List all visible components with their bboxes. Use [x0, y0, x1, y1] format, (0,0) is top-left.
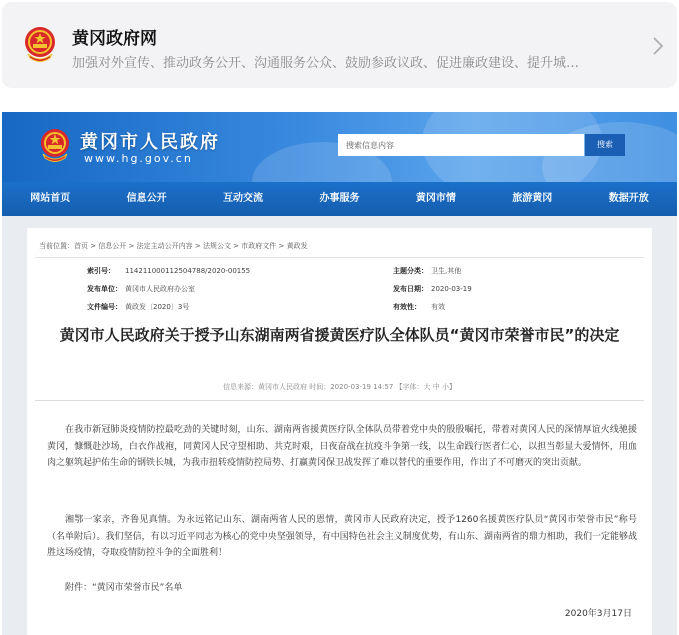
divider: [35, 257, 644, 258]
divider: [35, 400, 644, 401]
meta-topic-value: 卫生,其他: [431, 267, 462, 275]
meta-publisher-value: 黄冈市人民政府办公室: [125, 285, 195, 293]
nav-services[interactable]: 办事服务: [319, 193, 360, 204]
meta-index-label: 索引号：: [87, 267, 115, 275]
account-card[interactable]: [2, 2, 677, 88]
breadcrumb[interactable]: 当前位置：首页 > 信息公开 > 法定主动公开内容 > 法规公文 > 市政府文件 > 黄政发: [39, 242, 308, 250]
meta-publisher: [87, 284, 195, 294]
national-emblem-icon: [22, 24, 58, 64]
meta-publisher-label: 发布单位：: [87, 285, 122, 293]
meta-index: [87, 266, 250, 276]
account-name: 黄冈政府网: [72, 29, 157, 49]
search-input[interactable]: [338, 134, 584, 156]
meta-docno: [87, 302, 189, 312]
source-line: 信息来源：黄冈市人民政府 时间：2020-03-19 14:57 【字体：大 中 小】: [223, 383, 456, 391]
nav-interaction[interactable]: 互动交流: [223, 193, 264, 204]
meta-validity-label: 有效性：: [393, 303, 421, 311]
main-nav: [2, 182, 677, 216]
nav-tourism[interactable]: 旅游黄冈: [512, 193, 553, 204]
site-emblem-icon: [38, 126, 72, 164]
nav-home[interactable]: 网站首页: [30, 193, 71, 204]
paragraph-1: 在我市新冠肺炎疫情防控最吃劲的关键时刻，山东、湖南两省援黄医疗队全体队员带着党中央的殷殷嘱托，带着对黄冈人民的深情厚谊火线驰援黄冈，慷慨赴沙场，白衣作战袍，同黄冈人民守望相助、共克时艰，日夜奋战在抗疫斗争第一线，以生命践行医者仁心，以担当彰显大爱情怀，用血肉之躯筑起护佑生命的钢铁长城，为我市扭转疫情防控局势、打赢黄冈保卫战发挥了难以替代的重要作用，作出了不可磨灭的突出贡献。: [47, 425, 637, 468]
site-title: 黄冈市人民政府: [80, 132, 220, 153]
chevron-right-icon[interactable]: [652, 36, 664, 56]
document-title: 黄冈市人民政府关于授予山东湖南两省援黄医疗队全体队员“黄冈市荣誉市民”的决定: [59, 326, 620, 344]
site-url: www.hg.gov.cn: [84, 152, 193, 165]
article-panel: [27, 228, 652, 635]
content-area: [2, 216, 677, 635]
nav-info-disclosure[interactable]: 信息公开: [126, 193, 167, 204]
meta-index-value: 114211000112504788/2020-00155: [125, 267, 251, 275]
meta-topic: [393, 266, 461, 276]
meta-date-label: 发布日期：: [393, 285, 428, 293]
search-button[interactable]: 搜索: [585, 134, 625, 156]
attachment-line[interactable]: 附件：“黄冈市荣誉市民”名单: [65, 583, 183, 593]
meta-date-value: 2020-03-19: [431, 285, 472, 293]
meta-date: [393, 284, 472, 294]
signoff-date: 2020年3月17日: [564, 609, 632, 619]
site-header: [2, 112, 677, 182]
paragraph-2: 湘鄂一家亲，齐鲁见真情。为永远铭记山东、湖南两省人民的恩情，黄冈市人民政府决定，授予1260名援黄医疗队员“黄冈市荣誉市民”称号（名单附后）。我们坚信，有以习近平同志为核心的党中央坚强领导，有中国特色社会主义制度优势，有山东、湖南两省的鼎力相助，我们一定能够战胜这场疫情，夺取疫情防控斗争的全面胜利！: [47, 515, 637, 558]
meta-validity-value: 有效: [431, 303, 445, 311]
meta-docno-value: 黄政发〔2020〕3号: [125, 303, 190, 311]
meta-docno-label: 文件编号：: [87, 303, 122, 311]
meta-validity: [393, 302, 445, 312]
nav-city-info[interactable]: 黄冈市情: [415, 193, 456, 204]
website-screenshot: [2, 112, 677, 635]
meta-topic-label: 主题分类：: [393, 267, 428, 275]
account-description: 加强对外宣传、推动政务公开、沟通服务公众、鼓励参政议政、促进廉政建设、提升城…: [72, 56, 580, 71]
nav-open-data[interactable]: 数据开放: [608, 193, 649, 204]
